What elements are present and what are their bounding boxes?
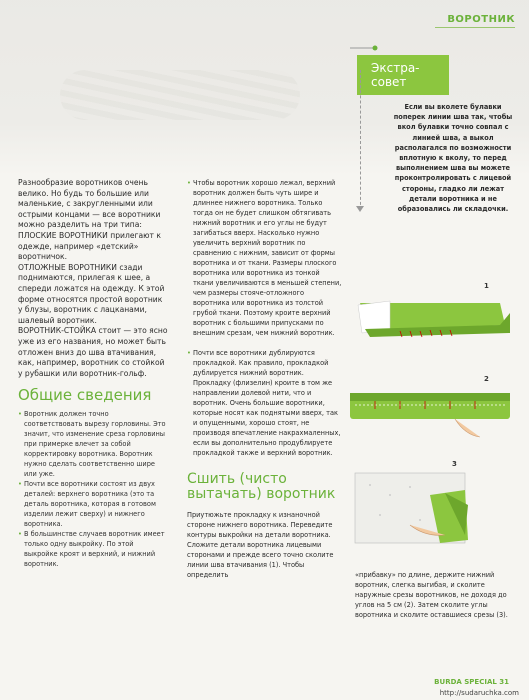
heading-sew: Сшить (чисто вытачать) воротник: [187, 471, 336, 502]
footer-url[interactable]: http://sudaruchka.com: [439, 689, 519, 697]
tip-title: Экстра- совет: [371, 61, 420, 89]
bullet-1: • Воротник должен точно соответствовать вырезу горловины. Это значит, что изменение среза горловины при примерке влечет за собой корректировку воротника. Воротник нужно сделать соответственно шире или уже.: [18, 409, 168, 479]
tip-arrow-head: [356, 206, 364, 212]
footer-brand: BURDA SPECIAL 31: [434, 678, 509, 686]
bullet-2: • Почти все воротники состоят из двух деталей: верхнего воротника (это та деталь воротника, которая в готовом изделии лежит сверху) и нижнего воротника.: [18, 479, 168, 529]
intro-text: Разнообразие воротников очень велико. Но будь то большие или маленькие, с закругленными или острыми концами — все воротники можно разделить на три типа:: [18, 178, 161, 230]
heading-general: Общие сведения: [18, 386, 152, 405]
figure-number-3: 3: [452, 460, 457, 468]
tip-box: [357, 55, 449, 95]
bullet-3: • В большинстве случаев воротник имеет только одну выкройку. По этой выкройке кроят и верхний, и нижний воротник.: [18, 529, 168, 569]
pin-icon: [350, 45, 378, 51]
figure-number-1: 1: [484, 282, 489, 290]
figure-2-collar-illustration: [345, 385, 515, 440]
turndown-collar-text: ОТЛОЖНЫЕ ВОРОТНИКИ сзади поднимаются, прилегая к шее, а спереди ложатся на одежду. К этой форме относятся простой воротник у блузы, воротник с лацканами, шалевый воротник.: [18, 262, 165, 325]
figure-3-collar-illustration: [350, 465, 500, 555]
figure-1-collar-illustration: [350, 285, 515, 355]
background-fabric-stripes: [60, 70, 300, 120]
tip-text: Если вы вколете булавки поперек линии шва так, чтобы вкол булавки точно совпал с линией шва, а выкол располагался по возможности вплотную к вколу, то перед выполнением шва вы можете проконтролировать с лицевой стороны, гладко ли лежат детали воротника и не образовались ли складочки.: [393, 103, 513, 214]
paragraph-2: • Почти все воротники дублируются прокладкой. Как правило, прокладкой дублируется нижний воротник. Прокладку (флизелин) кроите в том же направлении долевой нити, что и воротник. Очень большие воротники, которые носят как поднятыми вверх, так и опущенными, хорошо стоят, не производя впечатление накрахмаленных, если вы дополнительно продублируете прокладкой также и верхний воротник.: [187, 348, 342, 458]
flat-collar-text: ПЛОСКИЕ ВОРОТНИКИ прилегают к одежде, например «детский» воротничок.: [18, 230, 161, 262]
column-2: [187, 178, 342, 590]
tip-arrow: [360, 70, 362, 210]
column-3: «прибавку» по длине, держите нижний воротник, слегка выгибая, и сколите наружные срезы воротников, не доходя до углов на 5 см (2). Затем сколите углы воротника и сколите оставшиеся срезы (3).: [355, 571, 508, 619]
column-1: [18, 178, 168, 569]
stand-collar-text: ВОРОТНИК-СТОЙКА стоит — это ясно уже из его названия, но может быть отложен вниз до шва втачивания, как, например, воротник со стойкой у рубашки или воротник-гольф.: [18, 326, 168, 378]
figure-number-2: 2: [484, 375, 489, 383]
section-rule: [435, 27, 515, 28]
paragraph-3: Приутюжьте прокладку к изнаночной стороне нижнего воротника. Переведите контуры выкройки на детали воротника. Сложите детали воротника лицевыми сторонами и прежде всего точно сколите линии шва втачивания (1). Чтобы определить: [187, 511, 334, 579]
paragraph-1: • Чтобы воротник хорошо лежал, верхний воротник должен быть чуть шире и длиннее нижнего воротника. Только тогда он не будет слишком обтягивать нижний воротник и его углы не будут загибаться вверх. Насколько нужно увеличить верхний воротник по сравнению с нижним, зависит от формы воротника и от ткани. Размеры плоского воротника или воротника из тонкой ткани увеличиваются в меньшей степени, чем размеры стояче-отложного воротника или воротника из толстой грубой ткани. Поэтому кроите верхний воротник с большими припусками по внешним срезам, чем нижний воротник.: [187, 178, 342, 338]
section-tag: ВОРОТНИК: [447, 14, 515, 25]
